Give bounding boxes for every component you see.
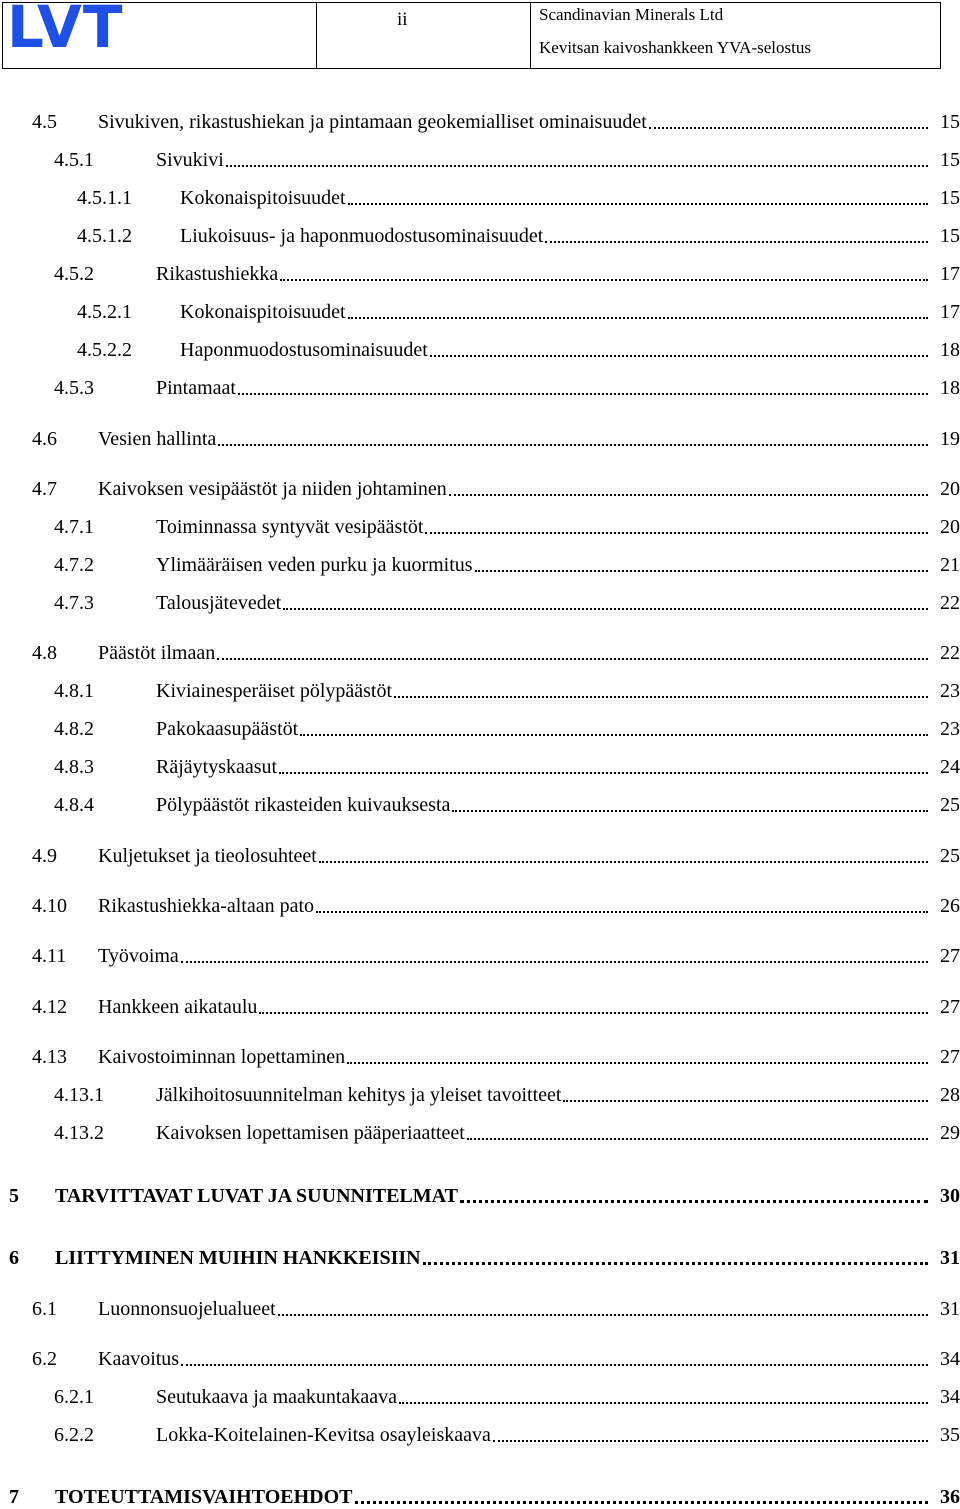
dot-leader bbox=[300, 734, 928, 736]
toc-entry-number: 4.8.4 bbox=[54, 794, 94, 816]
toc-entry-title: Haponmuodostusominaisuudet bbox=[180, 339, 428, 361]
toc-entry-title: Kokonaispitoisuudet bbox=[180, 187, 346, 209]
toc-entry[interactable] bbox=[32, 894, 960, 918]
toc-entry[interactable] bbox=[54, 515, 960, 539]
dot-leader bbox=[649, 127, 928, 129]
toc-entry-page: 27 bbox=[940, 996, 960, 1018]
toc-entry-number: 6.2.1 bbox=[54, 1386, 94, 1408]
toc-entry[interactable] bbox=[54, 553, 960, 577]
toc-entry-number: 4.5.2 bbox=[54, 263, 94, 285]
toc-entry-title: Vesien hallinta bbox=[98, 428, 217, 450]
dot-leader bbox=[355, 1501, 929, 1504]
dot-leader bbox=[430, 355, 928, 357]
toc-entry[interactable] bbox=[54, 679, 960, 703]
dot-leader bbox=[452, 810, 928, 812]
toc-entry-title: Kaivoksen lopettamisen pääperiaatteet bbox=[156, 1122, 465, 1144]
company-logo: LVT bbox=[7, 3, 124, 61]
toc-entry[interactable] bbox=[32, 844, 960, 868]
dot-leader bbox=[218, 444, 928, 446]
toc-entry-page: 18 bbox=[940, 339, 960, 361]
toc-entry[interactable] bbox=[32, 477, 960, 501]
toc-entry-page: 29 bbox=[940, 1122, 960, 1144]
toc-entry-number: 4.5.2.1 bbox=[77, 301, 132, 323]
document-info-cell bbox=[531, 3, 940, 68]
toc-entry[interactable] bbox=[9, 1246, 960, 1270]
dot-leader bbox=[226, 165, 928, 167]
toc-entry-number: 6.2.2 bbox=[54, 1424, 94, 1446]
toc-entry-page: 15 bbox=[940, 187, 960, 209]
toc-entry-number: 4.5.1 bbox=[54, 149, 94, 171]
dot-leader bbox=[279, 772, 928, 774]
dot-leader bbox=[493, 1440, 928, 1442]
toc-entry-title: TARVITTAVAT LUVAT JA SUUNNITELMAT bbox=[55, 1185, 458, 1207]
toc-entry[interactable] bbox=[9, 1485, 960, 1509]
dot-leader bbox=[545, 241, 928, 243]
toc-entry-title: LIITTYMINEN MUIHIN HANKKEISIIN bbox=[55, 1247, 421, 1269]
toc-entry-number: 4.5.1.2 bbox=[77, 225, 132, 247]
toc-entry-page: 15 bbox=[940, 225, 960, 247]
toc-entry-number: 4.13.2 bbox=[54, 1122, 104, 1144]
toc-entry[interactable] bbox=[32, 1297, 960, 1321]
toc-entry-title: Liukoisuus- ja haponmuodostusominaisuudet bbox=[180, 225, 544, 247]
page-number-cell bbox=[317, 3, 531, 68]
toc-entry-page: 20 bbox=[940, 478, 960, 500]
toc-entry-number: 4.13.1 bbox=[54, 1084, 104, 1106]
dot-leader bbox=[319, 861, 928, 863]
toc-entry[interactable] bbox=[54, 376, 960, 400]
company-name: Scandinavian Minerals Ltd bbox=[539, 5, 724, 24]
toc-entry-number: 4.9 bbox=[32, 845, 57, 867]
toc-entry-number: 4.8.1 bbox=[54, 680, 94, 702]
toc-entry-title: Hankkeen aikataulu bbox=[98, 996, 258, 1018]
toc-entry-title: Ylimääräisen veden purku ja kuormitus bbox=[156, 554, 473, 576]
dot-leader bbox=[348, 317, 928, 319]
dot-leader bbox=[460, 1200, 928, 1203]
toc-entry-page: 18 bbox=[940, 377, 960, 399]
toc-entry[interactable] bbox=[54, 262, 960, 286]
toc-entry[interactable] bbox=[32, 1045, 960, 1069]
toc-entry-page: 31 bbox=[940, 1298, 960, 1320]
toc-entry-title: Luonnonsuojelualueet bbox=[98, 1298, 276, 1320]
dot-leader bbox=[394, 696, 928, 698]
toc-entry-number: 4.8.2 bbox=[54, 718, 94, 740]
dot-leader bbox=[399, 1402, 928, 1404]
toc-entry-title: Talousjätevedet bbox=[156, 592, 282, 614]
toc-entry-number: 4.5.1.1 bbox=[77, 187, 132, 209]
toc-entry-page: 23 bbox=[940, 680, 960, 702]
toc-entry-page: 25 bbox=[940, 845, 960, 867]
toc-entry-page: 15 bbox=[940, 111, 960, 133]
toc-entry-page: 26 bbox=[940, 895, 960, 917]
toc-entry[interactable] bbox=[32, 427, 960, 451]
toc-entry-number: 4.5.3 bbox=[54, 377, 94, 399]
page-number: ii bbox=[397, 9, 408, 30]
toc-entry[interactable] bbox=[54, 793, 960, 817]
dot-leader bbox=[348, 203, 928, 205]
toc-entry-title: Työvoima bbox=[98, 945, 179, 967]
dot-leader bbox=[238, 393, 928, 395]
toc-entry-page: 34 bbox=[940, 1348, 960, 1370]
toc-entry-page: 36 bbox=[940, 1486, 960, 1508]
toc-entry[interactable] bbox=[32, 995, 960, 1019]
toc-entry-page: 20 bbox=[940, 516, 960, 538]
toc-entry-number: 4.7.1 bbox=[54, 516, 94, 538]
toc-entry-number: 7 bbox=[9, 1486, 19, 1508]
dot-leader bbox=[563, 1100, 928, 1102]
toc-entry-title: Kaavoitus bbox=[98, 1348, 180, 1370]
toc-entry[interactable] bbox=[32, 1347, 960, 1371]
toc-entry-number: 6 bbox=[9, 1247, 19, 1269]
dot-leader bbox=[347, 1062, 928, 1064]
toc-entry-title: Rikastushiekka-altaan pato bbox=[98, 895, 315, 917]
toc-entry[interactable] bbox=[54, 1385, 960, 1409]
toc-entry-page: 27 bbox=[940, 1046, 960, 1068]
dot-leader bbox=[181, 1364, 928, 1366]
toc-entry-title: Pakokaasupäästöt bbox=[156, 718, 299, 740]
toc-entry-page: 19 bbox=[940, 428, 960, 450]
toc-entry-page: 22 bbox=[940, 642, 960, 664]
toc-entry-page: 24 bbox=[940, 756, 960, 778]
dot-leader bbox=[278, 1314, 928, 1316]
toc-entry-title: Sivukiven, rikastushiekan ja pintamaan geokemialliset ominaisuudet bbox=[98, 111, 647, 133]
toc-entry-page: 35 bbox=[940, 1424, 960, 1446]
toc-entry-title: Sivukivi bbox=[156, 149, 224, 171]
dot-leader bbox=[217, 658, 928, 660]
toc-entry-number: 5 bbox=[9, 1185, 19, 1207]
toc-entry-title: Kaivoksen vesipäästöt ja niiden johtaminen bbox=[98, 478, 447, 500]
toc-entry[interactable] bbox=[77, 300, 960, 324]
toc-entry-title: Rikastushiekka bbox=[156, 263, 279, 285]
toc-entry-number: 4.5 bbox=[32, 111, 57, 133]
toc-entry-number: 4.8.3 bbox=[54, 756, 94, 778]
page-header bbox=[2, 2, 941, 69]
toc-entry-page: 28 bbox=[940, 1084, 960, 1106]
toc-entry-number: 6.1 bbox=[32, 1298, 57, 1320]
toc-entry-page: 34 bbox=[940, 1386, 960, 1408]
toc-entry-number: 4.7.3 bbox=[54, 592, 94, 614]
toc-entry-page: 17 bbox=[940, 263, 960, 285]
toc-entry-title: Jälkihoitosuunnitelman kehitys ja yleiset tavoitteet bbox=[156, 1084, 562, 1106]
toc-entry-page: 27 bbox=[940, 945, 960, 967]
toc-entry[interactable] bbox=[54, 717, 960, 741]
document-title: Kevitsan kaivoshankkeen YVA-selostus bbox=[539, 38, 811, 57]
toc-entry-title: Pölypäästöt rikasteiden kuivauksesta bbox=[156, 794, 451, 816]
toc-entry[interactable] bbox=[54, 1121, 960, 1145]
toc-entry-number: 4.10 bbox=[32, 895, 67, 917]
toc-entry-title: Pintamaat bbox=[156, 377, 236, 399]
toc-entry-number: 4.12 bbox=[32, 996, 67, 1018]
dot-leader bbox=[449, 494, 928, 496]
dot-leader bbox=[181, 961, 928, 963]
toc-entry-title: TOTEUTTAMISVAIHTOEHDOT bbox=[55, 1486, 353, 1508]
toc-entry-page: 22 bbox=[940, 592, 960, 614]
dot-leader bbox=[425, 532, 928, 534]
dot-leader bbox=[475, 570, 928, 572]
toc-entry-number: 4.6 bbox=[32, 428, 57, 450]
toc-entry[interactable] bbox=[9, 1184, 960, 1208]
toc-entry[interactable] bbox=[54, 1083, 960, 1107]
toc-entry-page: 25 bbox=[940, 794, 960, 816]
toc-entry[interactable] bbox=[77, 338, 960, 362]
toc-entry[interactable] bbox=[54, 591, 960, 615]
toc-entry-number: 4.8 bbox=[32, 642, 57, 664]
dot-leader bbox=[259, 1012, 928, 1014]
toc-entry-page: 31 bbox=[940, 1247, 960, 1269]
toc-entry[interactable] bbox=[32, 110, 960, 134]
toc-entry-number: 4.7.2 bbox=[54, 554, 94, 576]
toc-entry-number: 6.2 bbox=[32, 1348, 57, 1370]
toc-entry-page: 30 bbox=[940, 1185, 960, 1207]
toc-entry[interactable] bbox=[54, 1423, 960, 1447]
dot-leader bbox=[467, 1138, 928, 1140]
toc-entry[interactable] bbox=[54, 148, 960, 172]
toc-entry[interactable] bbox=[77, 186, 960, 210]
toc-entry[interactable] bbox=[32, 944, 960, 968]
toc-entry-title: Seutukaava ja maakuntakaava bbox=[156, 1386, 397, 1408]
toc-entry-title: Toiminnassa syntyvät vesipäästöt bbox=[156, 516, 424, 538]
toc-entry-page: 23 bbox=[940, 718, 960, 740]
logo-cell bbox=[3, 3, 317, 68]
toc-entry-page: 21 bbox=[940, 554, 960, 576]
toc-entry-title: Kuljetukset ja tieolosuhteet bbox=[98, 845, 317, 867]
toc-entry-number: 4.11 bbox=[32, 945, 67, 967]
toc-entry[interactable] bbox=[32, 641, 960, 665]
dot-leader bbox=[283, 608, 928, 610]
dot-leader bbox=[423, 1262, 928, 1265]
dot-leader bbox=[316, 911, 928, 913]
toc-entry-title: Kiviainesperäiset pölypäästöt bbox=[156, 680, 393, 702]
toc-entry[interactable] bbox=[54, 755, 960, 779]
toc-entry-page: 15 bbox=[940, 149, 960, 171]
toc-entry-title: Päästöt ilmaan bbox=[98, 642, 216, 664]
toc-entry-number: 4.7 bbox=[32, 478, 57, 500]
dot-leader bbox=[280, 279, 928, 281]
toc-entry-number: 4.5.2.2 bbox=[77, 339, 132, 361]
toc-entry-number: 4.13 bbox=[32, 1046, 67, 1068]
toc-entry-title: Räjäytyskaasut bbox=[156, 756, 278, 778]
toc-entry[interactable] bbox=[77, 224, 960, 248]
toc-entry-page: 17 bbox=[940, 301, 960, 323]
toc-entry-title: Kaivostoiminnan lopettaminen bbox=[98, 1046, 346, 1068]
toc-entry-title: Kokonaispitoisuudet bbox=[180, 301, 346, 323]
toc-entry-title: Lokka-Koitelainen-Kevitsa osayleiskaava bbox=[156, 1424, 491, 1446]
